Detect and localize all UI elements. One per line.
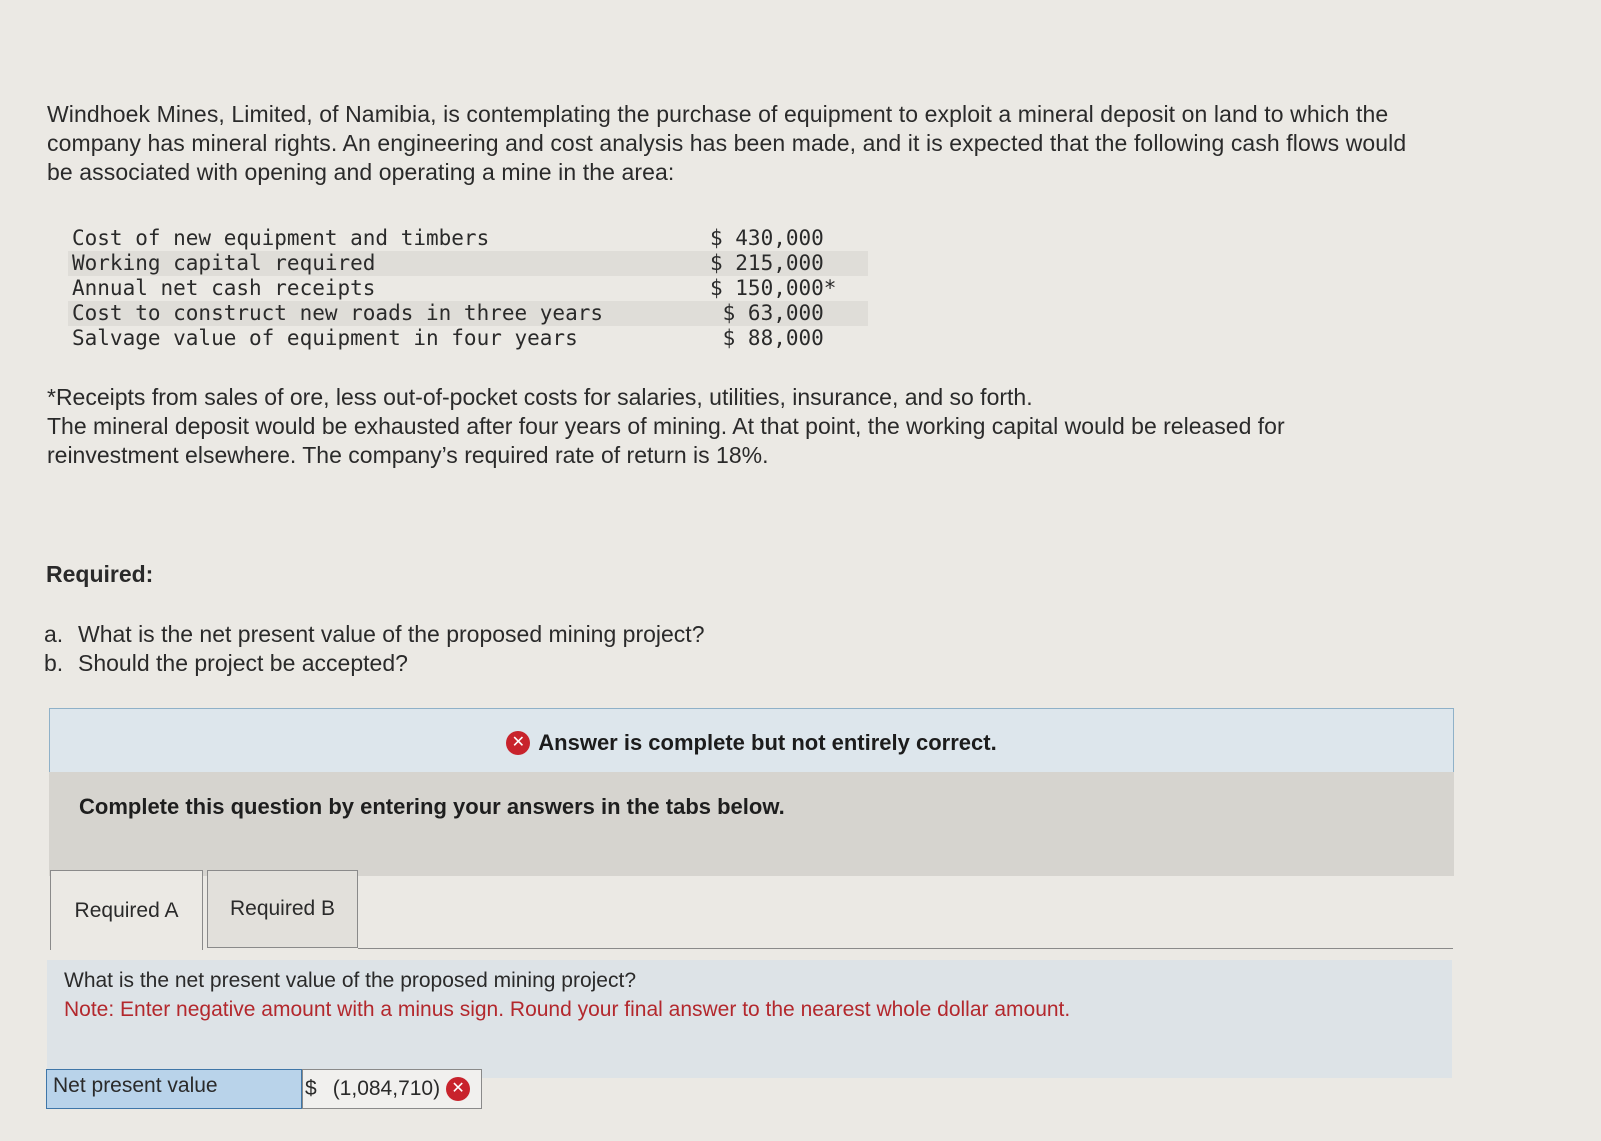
notes-line: The mineral deposit would be exhausted after four years of mining. At that point, the working capital would be released for: [47, 413, 1285, 439]
list-item: [44, 620, 704, 649]
cash-flow-value: $ 150,000*: [710, 276, 837, 300]
cash-flow-label: Working capital required: [72, 251, 376, 275]
note-text: Note: Enter negative amount with a minus sign. Round your final answer to the nearest whole dollar amount.: [64, 998, 1071, 1021]
answer-status-banner: [49, 708, 1454, 778]
item-text: Should the project be accepted?: [78, 650, 408, 676]
question-panel: [47, 960, 1452, 1078]
list-item: [44, 649, 704, 678]
npv-value: (1,084,710): [332, 1077, 441, 1100]
x-circle-icon: ✕: [506, 731, 530, 755]
intro-line: company has mineral rights. An engineering and cost analysis has been made, and it is expected that the following cash flows would: [47, 130, 1407, 156]
intro-line: be associated with opening and operating a mine in the area:: [47, 159, 675, 185]
answer-label: Net present value: [46, 1069, 302, 1109]
problem-intro: [47, 100, 1597, 187]
status-text: Answer is complete but not entirely correct.: [538, 730, 997, 755]
currency-symbol: $: [305, 1077, 317, 1100]
table-row: [68, 326, 868, 351]
item-text: What is the net present value of the proposed mining project?: [78, 621, 705, 647]
problem-notes: [47, 383, 1547, 470]
tab-required-a[interactable]: [50, 870, 203, 950]
table-row: [68, 276, 868, 301]
cash-flow-value: $ 430,000: [710, 226, 824, 250]
npv-input[interactable]: [302, 1069, 482, 1109]
item-letter: a.: [44, 621, 64, 647]
cash-flow-table: [68, 226, 868, 351]
notes-line: reinvestment elsewhere. The company’s required rate of return is 18%.: [47, 442, 769, 468]
tab-required-b[interactable]: [207, 870, 358, 948]
cash-flow-label: Salvage value of equipment in four years: [72, 326, 578, 350]
instruction-box: [49, 772, 1454, 876]
table-row: [68, 226, 868, 251]
cash-flow-value: $ 88,000: [710, 326, 824, 350]
cash-flow-label: Cost to construct new roads in three years: [72, 301, 604, 325]
tab-divider: [358, 948, 1453, 949]
tab-label: Required B: [229, 897, 336, 920]
intro-line: Windhoek Mines, Limited, of Namibia, is contemplating the purchase of equipment to exploit a mineral deposit on land to which the: [47, 101, 1389, 127]
question-text: What is the net present value of the proposed mining project?: [64, 969, 637, 992]
table-row: [68, 251, 868, 276]
instruction-text: Complete this question by entering your answers in the tabs below.: [79, 794, 785, 819]
footnote: *Receipts from sales of ore, less out-of-pocket costs for salaries, utilities, insurance, and so forth.: [47, 384, 1033, 410]
item-letter: b.: [44, 650, 64, 676]
cash-flow-value: $ 63,000: [710, 301, 824, 325]
required-list: [44, 620, 704, 678]
table-row: [68, 301, 868, 326]
tab-label: Required A: [74, 898, 179, 922]
cash-flow-label: Annual net cash receipts: [72, 276, 376, 300]
required-heading: Required:: [46, 561, 154, 587]
x-circle-icon: ✕: [446, 1077, 470, 1101]
cash-flow-value: $ 215,000: [710, 251, 824, 275]
cash-flow-label: Cost of new equipment and timbers: [72, 226, 490, 250]
